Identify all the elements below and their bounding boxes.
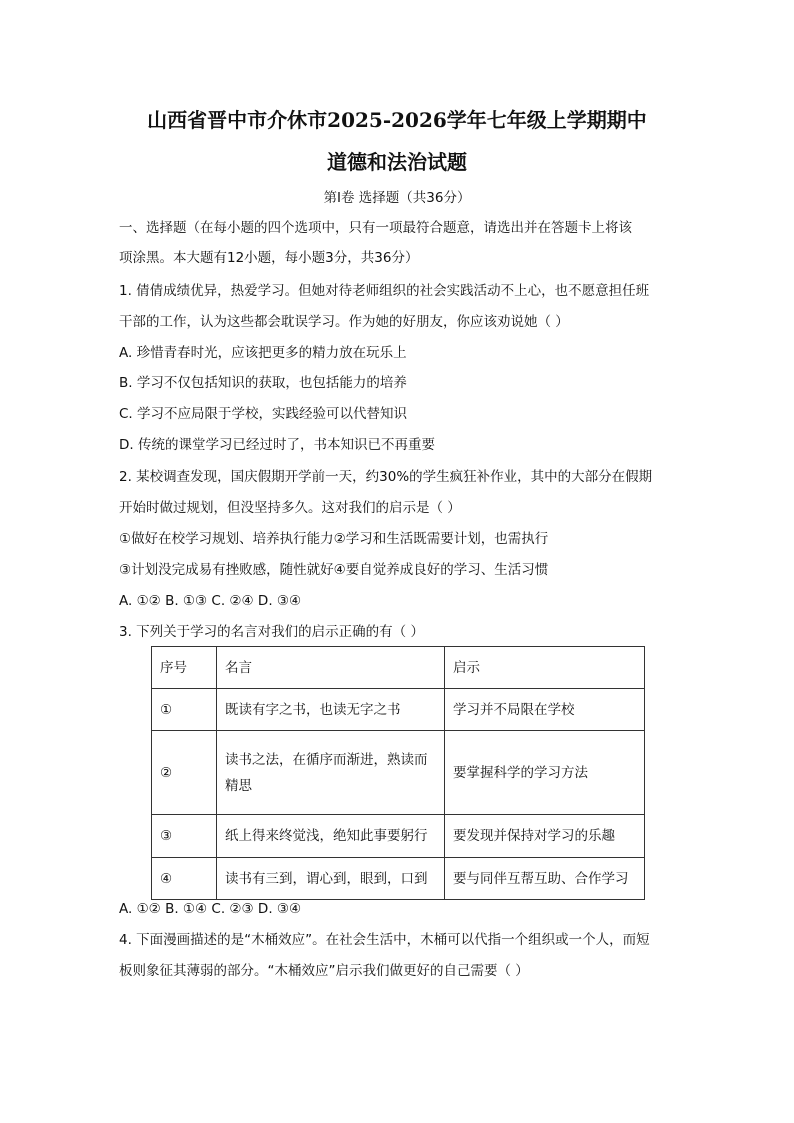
q1-option-d: D. 传统的课堂学习已经过时了，书本知识已不再重要	[119, 437, 435, 453]
quote-line: 精思	[225, 777, 252, 794]
table-cell-quote: 纸上得来终觉浅，绝知此事要躬行	[217, 815, 445, 858]
q4-stem-line2: 板则象征其薄弱的部分。“木桶效应”启示我们做更好的自己需要（ ）	[119, 963, 529, 979]
table-row	[152, 731, 645, 815]
table-cell-lesson: 要发现并保持对学习的乐趣	[445, 815, 645, 858]
table-cell-lesson: 要与同伴互帮互助、合作学习	[445, 858, 645, 900]
volume-heading: 第Ⅰ卷 选择题（共36分）	[323, 190, 471, 206]
table-row	[152, 689, 645, 731]
q3-stem: 3. 下列关于学习的名言对我们的启示正确的有（ ）	[119, 624, 424, 640]
table-cell-number: ③	[152, 815, 217, 858]
q2-stem-line2: 开始时做过规划，但没坚持多久。这对我们的启示是（ ）	[119, 500, 461, 516]
table-cell-lesson: 要掌握科学的学习方法	[445, 731, 645, 815]
table-cell-number: ②	[152, 731, 217, 815]
table-header-cell: 启示	[445, 647, 645, 689]
table-cell-quote	[217, 731, 445, 815]
q1-option-c: C. 学习不应局限于学校，实践经验可以代替知识	[119, 406, 408, 422]
q2-statements-2: ③计划没完成易有挫败感，随性就好④要自觉养成良好的学习、生活习惯	[119, 562, 549, 578]
table-cell-quote: 既读有字之书，也读无字之书	[217, 689, 445, 731]
q1-option-b: B. 学习不仅包括知识的获取，也包括能力的培养	[119, 375, 407, 391]
q3-table	[151, 646, 645, 900]
q2-options: A. ①② B. ①③ C. ②④ D. ③④	[119, 593, 302, 609]
table-header-cell: 名言	[217, 647, 445, 689]
section-instructions-line2: 项涂黑。本大题有12小题，每小题3分，共36分）	[119, 250, 419, 266]
table-header-cell: 序号	[152, 647, 217, 689]
q1-stem-line1: 1. 倩倩成绩优异，热爱学习。但她对待老师组织的社会实践活动不上心，也不愿意担任班	[119, 283, 650, 299]
quote-line: 读书之法，在循序而渐进，熟读而	[225, 751, 428, 768]
q4-stem-line1: 4. 下面漫画描述的是“木桶效应”。在社会生活中，木桶可以代指一个组织或一个人，而短	[119, 932, 650, 948]
table-cell-number: ①	[152, 689, 217, 731]
table-row	[152, 858, 645, 900]
exam-title-line2: 道德和法治试题	[327, 150, 467, 174]
q2-stem-line1: 2. 某校调查发现，国庆假期开学前一天，约30%的学生疯狂补作业，其中的大部分在假期	[119, 469, 653, 485]
q1-stem-line2: 干部的工作，认为这些都会耽误学习。作为她的好朋友，你应该劝说她（ ）	[119, 314, 569, 330]
q3-options: A. ①② B. ①④ C. ②③ D. ③④	[119, 901, 302, 917]
table-cell-number: ④	[152, 858, 217, 900]
table-cell-quote: 读书有三到，谓心到，眼到，口到	[217, 858, 445, 900]
q2-statements-1: ①做好在校学习规划、培养执行能力②学习和生活既需要计划，也需执行	[119, 531, 549, 547]
q1-option-a: A. 珍惜青春时光，应该把更多的精力放在玩乐上	[119, 345, 407, 361]
table-cell-lesson: 学习并不局限在学校	[445, 689, 645, 731]
exam-title-line1: 山西省晋中市介休市2025-2026学年七年级上学期期中	[147, 108, 647, 132]
table-header-row	[152, 647, 645, 689]
section-instructions-line1: 一、选择题（在每小题的四个选项中，只有一项最符合题意，请选出并在答题卡上将该	[119, 220, 632, 236]
table-row	[152, 815, 645, 858]
